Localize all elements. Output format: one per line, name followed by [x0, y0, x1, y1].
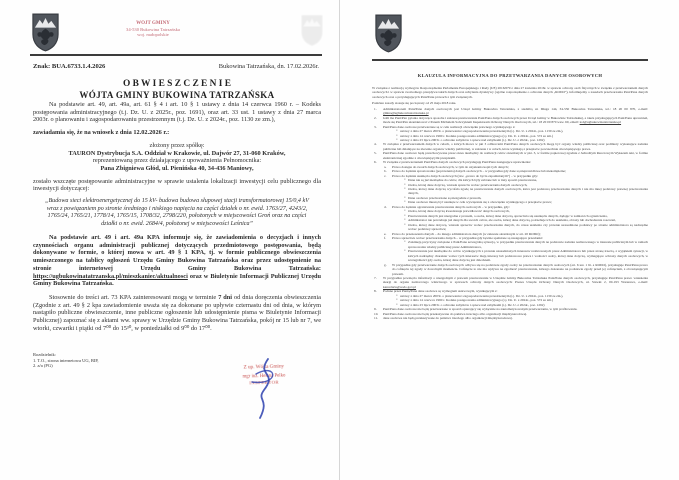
item-number: 1.: [374, 106, 377, 111]
rodo-bullet: [402, 240, 648, 249]
rodo-subitem: [384, 263, 648, 276]
subitem-letter: e.: [384, 231, 387, 236]
item-text: Pani/Pana dane osobowe przetwarzane są w celu realizacji obowiązku prawnego wynikającego z:: [383, 124, 516, 129]
item-number: 6.: [374, 160, 377, 165]
item-number: 3.: [374, 124, 377, 129]
item-number: 9.: [374, 307, 377, 312]
coat-of-arms-icon: [31, 13, 60, 52]
subitem-text: Prawo do przenoszenia danych – do innego administratora danych (w zakresie określonym w art. 20 RODO);: [392, 231, 541, 236]
subitem-text: Prawo do żądania usunięcia danych osobowych (tzw. „prawo do bycia zapomnianym”) – w przypadku gdy:: [392, 173, 539, 178]
subitem-letter: b.: [384, 169, 387, 174]
subitem-letter: g.: [384, 262, 387, 267]
subitem-text: W przypadku gdy przetwarzanie danych osobowych odbywa się na podstawie zgody osoby na przetwarzanie danych osobowych (art. 6 ust. 1 lit. a RODO), przysługuje Pani/Panu prawo do cofnięcia tej zgody w dowolnym momencie. Cofnięcie to nie ma wpływu na zgodność przetwarzania, którego dokonano na podstawie zgody przed jej cofnięciem, z obowiązującym prawem.: [392, 262, 648, 276]
item-number: 8.: [374, 289, 377, 294]
item-text: Podane przez Panią/Pana dane osobowe są wymogiem ustawowym, wynikającym z:: [383, 289, 498, 294]
legal-basis-paragraph: Na podstawie art. 49, art. 49a, art. 61 § 4 i art. 10 § 1 ustawy z dnia 14 czerwca 1960 r. – Kodeks postępowania administracyjnego (t.j. Dz. U. z 2025r., poz. 1691), oraz art. 33 ust. 1 ustawy z dnia 27 marca 2003r. o planowaniu i zagospodarowaniu przestrzennym (t.j. Dz. U. z 2024r., poz. 1130 ze zm.),: [33, 101, 321, 124]
bullet-text: Osoba, której dane dotyczą, wniosła sprzeciw wobec przetwarzania danych osobowych,: [408, 182, 528, 187]
signature-stamp-line: Z up. Wójta Gminy: [243, 363, 285, 371]
inspection-text-post: od dnia doręczenia obwieszczenia (Zgodnie z art. 49 § 2 kpa zawiadomienie uważa się za dokonane po upływie czternastu dni od dnia, w którym nastąpiło publiczne obwieszczenie, inne publiczne ogłoszenie lub udostępnienie pisma w Biuletynie Informacji Publicznej) zapoznać się z aktami ww. sprawy w Urzędzie Gminy Bukowina Tatrzańska, pokój nr 15 lub nr 7, we wtorki, czwartki i piątki od 7⁰⁰ do 15³⁰, w poniedziałki od 9⁰⁰ do 17⁰⁰.: [33, 293, 321, 332]
subitem-letter: f.: [384, 235, 386, 240]
bullet-marker-icon: ▪: [396, 302, 398, 306]
subitem-letter: a.: [384, 164, 387, 169]
uodo-email-link[interactable]: kancelaria@uodo.gov.pl: [383, 284, 417, 289]
bullet-text: Osoba, której dane dotyczą, wniosła sprzeciw wobec przetwarzania danych, do czasu ustalenia czy prawnie uzasadnione podstawy po stronie administratora są nadrzędne wobec podstawy sprzeciwu;: [408, 222, 648, 232]
investment-description-quote: „Budowa sieci elektroenergetycznej do 15 kV- budowa budowa słupowej stacji transformatorowej 15/0,4 kV wraz z powiązaniem po stronie średniego i niskiego napięcia na części działek o nr. ewid. 1763/27, 4243/2, 1765/24, 1765/21, 1778/14, 1765/15, 1708/32, 2798/220, położonych w miejscowości Groń oraz na części działki o nr. ewid. 2684/4, położonej w miejscowości Leśnica”: [45, 198, 309, 227]
bullet-text: Administrator nie potrzebuje już danych dla swoich celów, ale osoba, której dane dotyczą, potrzebuje ich do ustalenia, obrony lub dochodzenia roszczeń,: [408, 218, 616, 223]
rodo-item: [372, 116, 648, 125]
item-text-pre: Jeśli ma Pani/Pan pytania dotyczące sposobu i zakresu przetwarzania Pani/Pana danych osobowych przez Urząd Gminy w Bukowinie Tatrzańskiej, a także przysługujących Pani/Panu uprawnień, może się Pani/Pan skontaktować z Panem Michałem Sobczykiem Inspektorem Ochrony Danych Osobowych, tel.: 18 20 00 870 wew. 60, email:: [383, 115, 648, 125]
rodo-bullet: [402, 187, 648, 196]
document-title: O B W I E S Z C Z E N I E: [122, 79, 232, 89]
item-text-pre: W przypadku powzięcia informacji o niezgodnym z prawem przetwarzaniu w Urzędzie Gminy Bukowina Tatrzańska Pani/Pana danych osobowych, przysługuje Pani/Panu prawo wniesienia skargi do organu nadzorczego właściwego w sprawach ochrony danych osobowych: Prezes Urzędu Ochrony Danych Osobowych, ul. Stawki 2, 00-193 Warszawa, e-mail:: [383, 276, 648, 285]
reference-number: Znak: BUA.6733.1.4.2026: [33, 63, 106, 70]
item-text: dane osobowe nie będą przekazywane do państwa trzeciego albo organizacji międzynarodowej.: [383, 316, 513, 321]
rodo-intro-paragraph: W związku z realizacją wymogów Rozporządzenia Parlamentu Europejskiego i Rady (UE) 2016/679 z dnia 27 kwietnia 2016r. w sprawie ochrony osób fizycznych w związku z przetwarzaniem danych osobowych i w sprawie swobodnego przepływu takich danych oraz uchylenia dyrektywy (ogólne rozporządzenie o ochronie danych „RODO”), informujemy o zasadach przetwarzania Pani/Pana danych osobowych oraz o przysługujących Pani/Panu prawach z tym związanych.: [372, 86, 648, 99]
distribution-item: 1. T.O., strona internetowa UG, BIP,: [33, 357, 99, 363]
applicant-company: TAURON Dystrybucja S.A. Oddział w Krakowie, ul. Dajwór 27, 31-060 Kraków,: [68, 149, 286, 157]
subitem-text: Prawo dostępu do swoich danych osobowych, w tym do uzyskania kopii tych danych;: [392, 164, 509, 169]
bullet-text: ustawy z dnia 14 czerwca 1960 r. Kodeks postępowania administracyjnego (t.j. Dz. U. z 2024r., poz. 572 ze zm.): [400, 298, 554, 303]
item-text: [383, 276, 648, 289]
rodo-item: [372, 142, 648, 151]
rodo-clause-title: KLAUZULA INFORMACYJNA DO PRZETWARZANIA DANYCH OSOBOWYCH: [417, 73, 603, 78]
item-number: 10.: [374, 311, 379, 316]
stamp-line: woj. małopolskie: [137, 32, 169, 38]
bullet-text: Przetwarzanie jest niezbędne do celów wynikających z prawnie uzasadnionych interesów realizowanych przez Administratora lub przez stronę trzecią, z wyjątkiem sytuacji, w których nadrzędny charakter wobec tych interesów mają interesy lub podstawowe prawa i wolności osoby, której dane dotyczą, wymagające ochrony danych osobowych, w szczególności gdy osoba, której dane dotyczą jest dzieckiem.: [408, 249, 648, 263]
admin-email-link[interactable]: gmina@ugbukowinatatrzanska.pl: [383, 111, 429, 116]
bullet-text: Dane nie są już niezbędne do celów, dla których były zebrane lub w inny sposób przetwarzane,: [408, 178, 538, 183]
bullet-text: ustawy z dnia 14 czerwca 1960 r. Kodeks postępowania administracyjnego (t.j. Dz. U. z 2024r., poz. 572 ze zm.): [400, 133, 554, 138]
filed-by-line: złożony przez spółkę:: [149, 141, 205, 149]
bullet-marker-icon: ▪: [404, 186, 406, 190]
item-number: 2.: [374, 115, 377, 120]
signature-stamp-line: mgr inż. Helena Pelko: [242, 373, 286, 380]
rodo-bullet: [402, 223, 648, 232]
bullet-marker-icon: ▪: [404, 249, 406, 253]
public-notice-text-pre: Na podstawie art. 49 i art. 49a KPA informuje się, że zawiadomienia o decyzjach i innych czynnościach organu administracji publicznej dotyczących przedmiotowego postępowania, będą dokonywane w formie, o której mowa w art. 49 § 1 KPA, tj. w formie publicznego obwieszczenia umieszczonego na tablicy ogłoszeń Urzędu Gminy Bukowina Tatrzańska oraz przez udostępnienie na stronie internetowej Urzędu Gminy Bukowina Tatrzańska:: [33, 234, 321, 272]
stamp-line: WÓJT GMINY: [136, 21, 170, 26]
rodo-clause-body: [372, 86, 648, 321]
place-and-date: Bukowina Tatrzańska, dn. 17.02.2026r.: [218, 63, 319, 70]
attorney-line: Pana Zbigniewa Głód, ul. Pienińska 40, 34-436 Maniowy,: [100, 164, 254, 172]
public-notice-text-post: oraz w Biuletynie Informacji Publicznej Urzędu Gminy Bukowina Tatrzańska.: [33, 272, 321, 288]
page-rodo-clause: [340, 0, 679, 480]
bullet-marker-icon: ▪: [404, 178, 406, 182]
header-divider: [372, 59, 648, 61]
item-number: 7.: [374, 276, 377, 281]
coat-of-arms-watermark-icon: [300, 14, 324, 47]
item-text: W związku z przetwarzaniem danych w celach, o których mowa w pkt 3 odbiorcami Pani/Pana danych osobowych mogą być organy władzy publicznej oraz podmioty wykonujące zadania publiczne lub działające na zlecenie organów władzy publicznej, w zakresie i w celach, które wynikają z przepisów powszechnie obowiązującego prawa.: [383, 142, 648, 151]
item-text: Pani/Pana dane osobowe nie będą przetwarzane w sposób opierający się wyłącznie na zautomatyzowanym przetwarzaniu, w tym profilowaniu.: [383, 307, 578, 312]
item-text-pre: Administratorem Pani/Pana danych osobowych jest Urząd Gminy Bukowina Tatrzańska, z siedzibą ul. Długa 144, 34-530 Bukowina Tatrzańska, tel.: 18 20 00 870, e-mail:: [383, 106, 648, 111]
subitem-text: Prawo do żądania sprostowania (poprawienia) danych osobowych – w przypadku gdy dane są nieprawidłowe lub niekompletne;: [392, 169, 566, 174]
bullet-marker-icon: ▪: [396, 129, 398, 133]
public-notice-paragraph: [33, 234, 321, 288]
bullet-text: Osoba, której dane dotyczą kwestionuje prawidłowość danych osobowych,: [408, 209, 510, 214]
handwritten-signature: [238, 356, 290, 424]
municipality-website-link[interactable]: https://ugbukowinatatrzanska.pl/mieszkaniec/aktualnosci: [33, 272, 188, 280]
rodo-item: [372, 107, 648, 116]
bullet-text: ustawy z dnia 23 lipca 2003r. o ochronie zabytków i opiece nad zabytkami (t.j. Dz. U. z 2024r., poz. 1292): [400, 302, 545, 307]
bullet-text: ustawy z dnia 27 marca 2003r. o planowaniu i zagospodarowaniu przestrzennym (t.j. Dz. U. z 2024r., poz. 1130 ze zm.),: [400, 129, 564, 134]
distribution-list: [33, 352, 98, 369]
item-number: 5.: [374, 151, 377, 156]
bullet-marker-icon: ▪: [396, 293, 398, 297]
rodo-item: [372, 276, 648, 289]
bullet-marker-icon: ▪: [404, 218, 406, 222]
item-number: 11.: [374, 316, 379, 321]
bullet-marker-icon: ▪: [396, 298, 398, 302]
bullet-text: Dane osobowe przetwarzane są niezgodnie z prawem,: [408, 195, 482, 200]
page-gap-divider: [339, 0, 340, 480]
announcement-body: [33, 101, 321, 332]
bullet-marker-icon: ▪: [404, 195, 406, 199]
coat-of-arms-icon: [374, 14, 403, 53]
bullet-text: Dane osobowe muszą być usunięte w celu wywiązania się z obowiązku wynikającego z przepisów prawa;: [408, 200, 552, 205]
bullet-marker-icon: ▪: [404, 213, 406, 217]
subitem-letter: c.: [384, 173, 387, 178]
bullet-marker-icon: ▪: [404, 200, 406, 204]
bullet-marker-icon: ▪: [404, 209, 406, 213]
rodo-item: [372, 316, 648, 320]
bullet-marker-icon: ▪: [396, 137, 398, 141]
item-text: Pani/Pana dane osobowe nie będą przekazywane do państwa trzeciego albo organizacji międzynarodowej.: [383, 311, 528, 316]
distribution-item: 2. a/a (PG): [33, 363, 53, 368]
rodo-item: [372, 151, 648, 160]
proceeding-initiated-paragraph: zostało wszczęte postępowanie administracyjne w sprawie ustalenia lokalizacji inwestycji celu publicznego dla inwestycji dotyczącej:: [33, 177, 321, 193]
header-divider: [30, 54, 322, 56]
bullet-marker-icon: ▪: [404, 182, 406, 186]
bullet-text: Przetwarzanie danych jest niezgodne z prawem, a osoba, której dane dotyczą, sprzeciwia się usunięciu danych, żądając w zamian ich ograniczenia,: [408, 213, 608, 218]
notification-line: zawiadamia się, że na wniosek z dnia 12.02.2026 r.:: [33, 129, 170, 137]
bullet-text: ustawy z dnia 23 lipca 2003r. o ochronie zabytków i opiece nad zabytkami (t.j. Dz. U. z 2024r., poz. 1292): [400, 137, 545, 142]
item-text: W związku z przetwarzaniem Pani/Pana danych osobowych przysługują Pani/Panu następujące uprawnienia:: [383, 160, 531, 165]
bullet-marker-icon: ▪: [404, 222, 406, 226]
bullet-text: Zaistnieją przyczyny związane z Pani/Pana szczególną sytuacją, w przypadku przetwarzania danych na podstawie zadania realizowanego w interesie publicznym lub w ramach sprawowania władzy publicznej przez Administratora,: [408, 240, 648, 249]
mayor-address-stamp: [103, 21, 203, 38]
document-subtitle: WÓJTA GMINY BUKOWINA TATRZAŃSKA: [79, 90, 275, 100]
bullet-text: Osoba, której dane dotyczą wycofała zgodę na przetwarzanie danych osobowych, która jest podstawą przetwarzania danych i nie ma innej podstawy prawnej przetwarzania danych,: [408, 186, 648, 196]
seven-days-emphasis: 7 dni: [218, 293, 233, 301]
page-obwieszczenie: [0, 0, 339, 480]
subitem-text: Prawo sprzeciwu wobec przetwarzania danych – w przypadku gdy łącznie spełnione są następujące przesłanki:: [392, 235, 543, 240]
stamp-line: 34-530 Bukowina Tatrzańska: [126, 26, 180, 32]
signature-stamp-line: INSPEKTOR: [249, 379, 280, 386]
bullet-marker-icon: ▪: [404, 240, 406, 244]
item-text: [383, 116, 648, 125]
rodo-bullet: [402, 249, 648, 262]
distribution-title: Rozdzielnik:: [33, 352, 56, 357]
subitem-text: Prawo do żądania ograniczenia przetwarzania danych osobowych – w przypadku, gdy:: [392, 204, 510, 209]
represented-by-line: reprezentowaną przez działającego z upoważnienia Pełnomocnika:: [92, 157, 262, 165]
inspection-text-pre: Stosownie do treści art. 73 KPA zainteresowani mogą w terminie: [49, 293, 219, 301]
rodo-effective-line: Poniższe zasady stosuje się począwszy od 25 maja 2018 roku.: [372, 101, 457, 106]
subitem-letter: d.: [384, 204, 387, 209]
item-text: [383, 107, 648, 116]
dpo-email-link[interactable]: iod@ugbukowinatatrzanska.pl: [579, 120, 622, 125]
item-number: 4.: [374, 142, 377, 147]
bullet-marker-icon: ▪: [396, 133, 398, 137]
item-text: Pani/Pana dane osobowe będą przechowywane przez okres niezbędny do realizacji celów określonych w pkt. 3, w formie papierowej zgodnie z Jednolitym Rzeczowym Wykazem Akt, w formie elektronicznej zgodnie z obowiązującymi przepisami.: [383, 151, 648, 160]
bullet-text: ustawy z dnia 27 marca 2003r. o planowaniu i zagospodarowaniu przestrzennym (t.j. Dz. U. z 2024r., poz. 1130 ze zm.),: [400, 293, 564, 298]
file-inspection-paragraph: [33, 294, 321, 333]
